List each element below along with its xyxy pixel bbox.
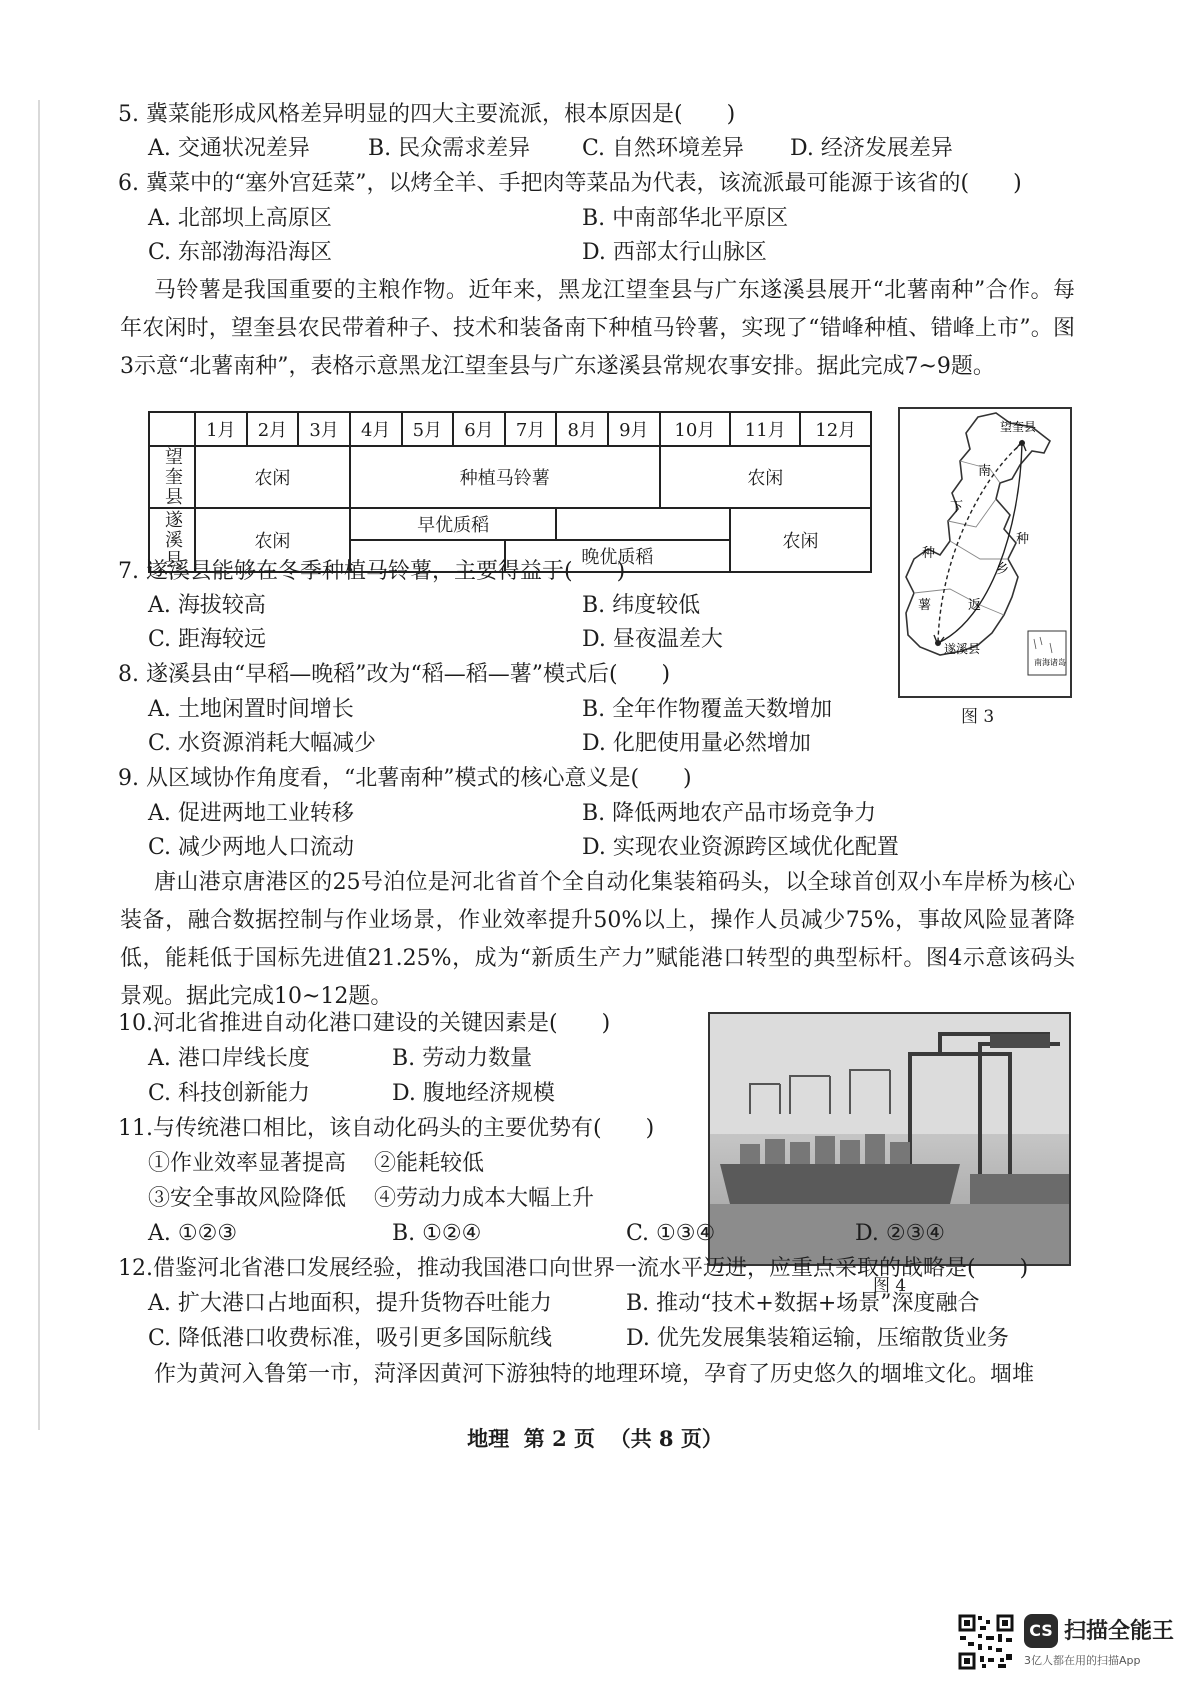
suixi-dot — [935, 640, 941, 646]
q12-option-a: A. 扩大港口占地面积，提升货物吞吐能力 — [148, 1291, 552, 1316]
q10-option-a: A. 港口岸线长度 — [148, 1046, 310, 1071]
route-char: 种 — [922, 546, 936, 561]
q10-stem: 10.河北省推进自动化港口建设的关键因素是( ) — [118, 1011, 611, 1036]
month-cell: 2月 — [247, 412, 299, 446]
q12-option-c: C. 降低港口收费标准，吸引更多国际航线 — [148, 1326, 553, 1351]
q11-option-b: B. ①②④ — [392, 1221, 482, 1246]
route-char: 种 — [1016, 532, 1030, 547]
q12-option-b: B. 推动“技术+数据+场景”深度融合 — [626, 1291, 980, 1316]
month-cell: 5月 — [402, 412, 454, 446]
route-char: 薯 — [918, 598, 932, 613]
figure-3-caption: 图 3 — [961, 707, 995, 727]
q9-stem: 9. 从区域协作角度看，“北薯南种”模式的核心意义是( ) — [118, 766, 692, 791]
q5-option-b: B. 民众需求差异 — [368, 136, 531, 161]
q7-option-a: A. 海拔较高 — [148, 593, 266, 618]
table-header-row — [149, 412, 871, 446]
scanner-logo-icon: CS — [1024, 1614, 1058, 1648]
q10-option-b: B. 劳动力数量 — [392, 1046, 533, 1071]
q9-option-c: C. 减少两地人口流动 — [148, 835, 355, 860]
month-cell: 10月 — [660, 412, 730, 446]
ship-hull — [720, 1164, 960, 1204]
q11-statement-4: ④劳动力成本大幅上升 — [374, 1186, 595, 1211]
q11-option-c: C. ①③④ — [626, 1221, 716, 1246]
q9-option-a: A. 促进两地工业转移 — [148, 801, 354, 826]
q11-statement-3: ③安全事故风险降低 — [148, 1186, 347, 1211]
q11-statement-2: ②能耗较低 — [374, 1151, 485, 1176]
intro-heze: 作为黄河入鲁第一市，菏泽因黄河下游独特的地理环境，孕育了历史悠久的堌堆文化。堌堆 — [154, 1362, 1035, 1387]
figure-4-caption: 图 4 — [873, 1276, 907, 1296]
q9-option-d: D. 实现农业资源跨区域优化配置 — [582, 835, 899, 860]
month-cell: 9月 — [608, 412, 660, 446]
suixi-idle-2: 农闲 — [730, 508, 871, 572]
scanner-tagline: 3亿人都在用的扫描App — [1024, 1654, 1141, 1667]
q5-option-c: C. 自然环境差异 — [582, 136, 745, 161]
left-margin-shadow — [38, 100, 40, 1430]
route-char: 南 — [978, 464, 992, 479]
q8-option-c: C. 水资源消耗大幅减少 — [148, 731, 377, 756]
q7-option-b: B. 纬度较低 — [582, 593, 701, 618]
suixi-empty — [556, 508, 730, 540]
month-cell: 4月 — [350, 412, 402, 446]
table-row-wangkui — [149, 446, 871, 508]
q6-option-b: B. 中南部华北平原区 — [582, 206, 789, 231]
q6-option-a: A. 北部坝上高原区 — [148, 206, 332, 231]
q8-option-b: B. 全年作物覆盖天数增加 — [582, 697, 833, 722]
crane-cabin — [990, 1034, 1050, 1048]
containers — [740, 1134, 910, 1164]
q5-option-d: D. 经济发展差异 — [790, 136, 953, 161]
row-label-wangkui: 望奎县 — [149, 446, 195, 508]
q10-option-c: C. 科技创新能力 — [148, 1081, 311, 1106]
china-map-sketch — [900, 409, 1070, 696]
label-suixi: 遂溪县 — [944, 642, 981, 656]
q6-option-c: C. 东部渤海沿海区 — [148, 240, 333, 265]
q7-option-c: C. 距海较远 — [148, 627, 267, 652]
q8-option-a: A. 土地闲置时间增长 — [148, 697, 354, 722]
q12-option-d: D. 优先发展集装箱运输，压缩散货业务 — [626, 1326, 1009, 1351]
route-char: 下 — [950, 500, 964, 515]
q8-stem: 8. 遂溪县由“早稻—晚稻”改为“稻—稻—薯”模式后( ) — [118, 662, 671, 687]
intro-port: 唐山港京唐港区的25号泊位是河北省首个全自动化集装箱码头，以全球首创双小车岸桥为核心装备，融合数据控制与作业场景，作业效率提升50%以上，操作人员减少75%，事故风险显著降低，能耗低于国标先进值21.25%，成为“新质生产力”赋能港口转型的典型标杆。图4示意该码头景观。据此完成10~12题。 — [120, 870, 1075, 1009]
inset-box — [1028, 631, 1066, 675]
page-footer: 地理 第 2 页 （共 8 页） — [467, 1426, 723, 1451]
wangkui-dot — [1019, 440, 1025, 446]
table-row-suixi-early — [149, 508, 871, 540]
q9-option-b: B. 降低两地农产品市场竞争力 — [582, 801, 877, 826]
qr-code-icon — [958, 1614, 1014, 1670]
q7-option-d: D. 昼夜温差大 — [582, 627, 723, 652]
route-char: 乡 — [996, 562, 1010, 577]
q11-statement-1: ①作业效率显著提高 — [148, 1151, 347, 1176]
month-cell: 6月 — [453, 412, 505, 446]
suixi-idle-1: 农闲 — [195, 508, 350, 572]
figure-3-map — [898, 407, 1072, 698]
row-label-suixi: 遂溪县 — [149, 508, 195, 572]
wangkui-idle-2: 农闲 — [660, 446, 871, 508]
suixi-late-rice: 晚优质稻 — [505, 540, 730, 572]
wangkui-idle-1: 农闲 — [195, 446, 350, 508]
q8-option-d: D. 化肥使用量必然增加 — [582, 731, 811, 756]
suixi-early-rice: 早优质稻 — [350, 508, 557, 540]
q6-stem: 6. 冀菜中的“塞外宫廷菜”，以烤全羊、手把肉等菜品为代表，该流派最可能源于该省的( ) — [118, 171, 1022, 196]
q5-stem: 5. 冀菜能形成风格差异明显的四大主要流派，根本原因是( ) — [118, 102, 736, 127]
q6-option-d: D. 西部太行山脉区 — [582, 240, 767, 265]
scanner-app-name: 扫描全能王 — [1064, 1619, 1175, 1644]
dock-blocks — [970, 1174, 1069, 1204]
label-wangkui: 望奎县 — [1000, 420, 1037, 434]
table-corner — [149, 412, 195, 446]
inset-label: 南海诸岛 — [1034, 658, 1066, 667]
q5-option-a: A. 交通状况差异 — [148, 136, 310, 161]
q7-stem: 7. 遂溪县能够在冬季种植马铃薯，主要得益于( ) — [118, 559, 626, 584]
month-cell: 8月 — [556, 412, 608, 446]
route-char: 返 — [968, 598, 982, 613]
farming-schedule-table — [148, 411, 872, 573]
wangkui-potato: 种植马铃薯 — [350, 446, 660, 508]
month-cell: 12月 — [800, 412, 871, 446]
q10-option-d: D. 腹地经济规模 — [392, 1081, 555, 1106]
q12-stem: 12.借鉴河北省港口发展经验，推动我国港口向世界一流水平迈进，应重点采取的战略是( ) — [118, 1256, 1029, 1281]
month-cell: 3月 — [298, 412, 350, 446]
q11-option-a: A. ①②③ — [148, 1221, 238, 1246]
q11-option-d: D. ②③④ — [855, 1221, 946, 1246]
q11-stem: 11.与传统港口相比，该自动化码头的主要优势有( ) — [118, 1116, 655, 1141]
month-cell: 1月 — [195, 412, 247, 446]
province-lines — [914, 461, 1008, 615]
intro-potato: 马铃薯是我国重要的主粮作物。近年来，黑龙江望奎县与广东遂溪县展开“北薯南种”合作。每年农闲时，望奎县农民带着种子、技术和装备南下种植马铃薯，实现了“错峰种植、错峰上市”。图3示意“北薯南种”，表格示意黑龙江望奎县与广东遂溪县常规农事安排。据此完成7~9题。 — [120, 278, 1075, 379]
month-cell: 11月 — [730, 412, 800, 446]
month-cell: 7月 — [505, 412, 557, 446]
